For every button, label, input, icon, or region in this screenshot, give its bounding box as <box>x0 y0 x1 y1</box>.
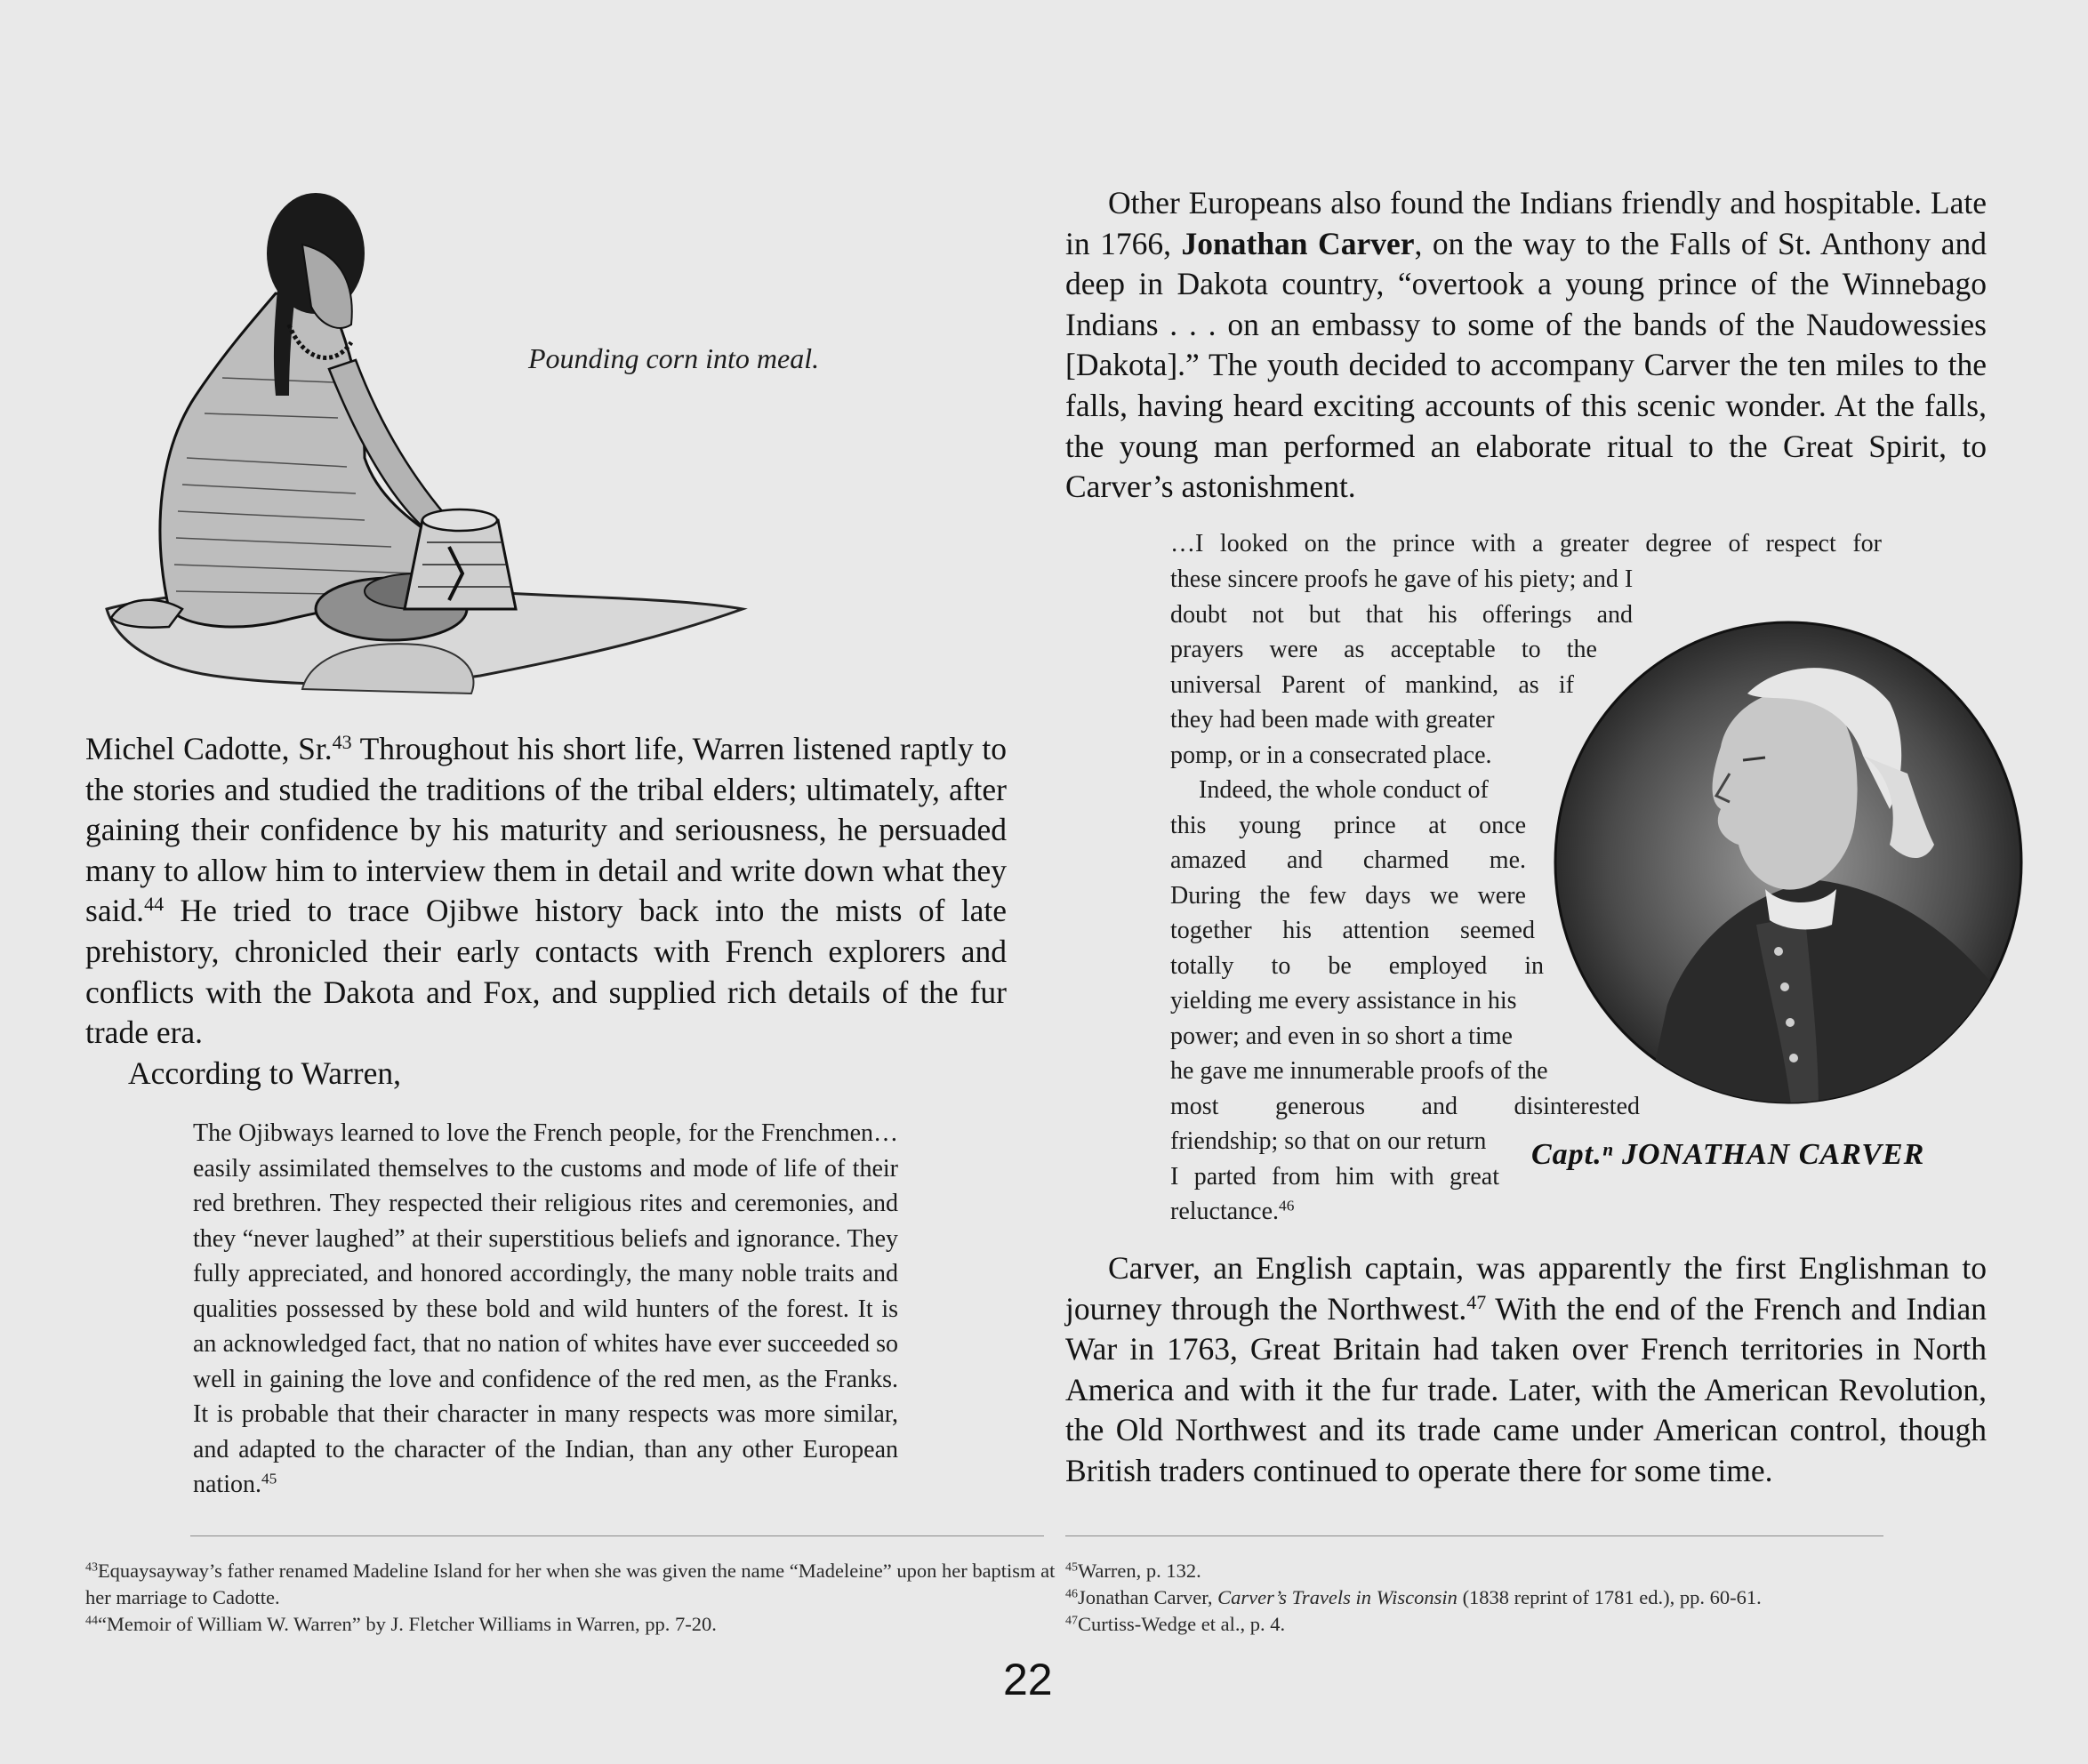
footnote-number: 45 <box>1065 1560 1078 1575</box>
footnote <box>85 1558 1064 1611</box>
footnote-text: Jonathan Carver, <box>1077 1586 1218 1608</box>
carver-quote-line: amazed and charmed me. <box>1170 846 1526 874</box>
footnotes-left <box>85 1558 1064 1638</box>
carver-quote-line: I parted from him with great <box>1170 1163 1499 1191</box>
text-run: , on the way to the Falls of St. Anthony and deep in Dakota country, “overtook a young prince of the Winnebago Indians . . . on an embassy to some of the bands of the Naudowessies [Dakota].” The youth decided to accompany Carver the ten miles to the falls, having heard exciting accounts of this scenic wonder. At the falls, the young man performed an elaborate ritual to the Great Spirit, to Carver’s astonishment. <box>1065 225 1987 505</box>
carver-quote-line: Indeed, the whole conduct of <box>1199 776 1489 804</box>
corn-pounding-illustration <box>98 191 756 702</box>
right-top-paragraph <box>1065 183 1987 508</box>
carver-quote-line: power; and even in so short a time <box>1170 1022 1513 1050</box>
left-paragraph-2: According to Warren, <box>128 1054 402 1091</box>
carver-quote-line: most generous and disinterested <box>1170 1093 1640 1120</box>
text-run: Throughout his short life, Warren listened raptly to the stories and studied the traditions of the tribal elders; ultimately, after gaining their confidence by his maturity and seriousness, he persuaded many to allow him to interview them in detail and write down what they said. <box>85 731 1007 929</box>
footnote-number: 47 <box>1065 1614 1078 1628</box>
left-body-text <box>85 729 1007 1094</box>
quote-text: reluctance. <box>1170 1198 1280 1225</box>
carver-quote-line: yielding me every assistance in his <box>1170 987 1517 1014</box>
carver-quote-line: these sincere proofs he gave of his piety; and I <box>1170 565 1634 593</box>
footnote-ref: 44 <box>144 893 165 916</box>
carver-quote-line: universal Parent of mankind, as if <box>1170 671 1574 699</box>
footnote-text: Equaysayway’s father renamed Madeline Island for her when she was given the name “Madeleine” upon her baptism at her marriage to Cadotte. <box>85 1560 1056 1608</box>
carver-quote-line: friendship; so that on our return <box>1170 1127 1487 1155</box>
text-run: Michel Cadotte, Sr. <box>85 731 333 766</box>
book-title: Carver’s Travels in Wisconsin <box>1217 1586 1458 1608</box>
warren-block-quote <box>193 1116 898 1503</box>
carver-quote-line: totally to be employed in <box>1170 952 1544 980</box>
footnote-ref: 47 <box>1466 1290 1487 1313</box>
carver-quote-line: prayers were as acceptable to the <box>1170 636 1597 663</box>
footnote-ref: 46 <box>1279 1197 1295 1215</box>
footnote-ref: 43 <box>332 730 352 753</box>
footnote-number: 44 <box>85 1614 98 1628</box>
carver-quote-line: they had been made with greater <box>1170 706 1495 734</box>
carver-quote-line: doubt not but that his offerings and <box>1170 601 1633 629</box>
page-number: 22 <box>1003 1655 1053 1704</box>
footnote-text: “Memoir of William W. Warren” by J. Fletcher Williams in Warren, pp. 7-20. <box>97 1613 717 1635</box>
right-bottom-paragraph <box>1065 1248 1987 1492</box>
carver-quote-line: During the few days we were <box>1170 882 1526 910</box>
footnote <box>1065 1558 2044 1584</box>
footnote-ref: 45 <box>261 1470 277 1487</box>
text-run: He tried to trace Ojibwe history back into the mists of late prehistory, chronicled their early contacts with French explorers and conflicts with the Dakota and Fox, and supplied rich details of the fur trade era. <box>85 893 1007 1051</box>
footnotes-right <box>1065 1558 2044 1638</box>
text-run: Carver, an English captain, was apparently the first Englishman to journey through the Northwest. <box>1065 1250 1987 1327</box>
quote-text: The Ojibways learned to love the French people, for the Frenchmen…easily assimilated themselves to the customs and mode of life of their red brethren. They respected their religious rites and ceremonies, and they “never laughed” at their superstitious beliefs and ignorance. They fully appreciated, and honored accordingly, the many noble traits and qualities possessed by these bold and wild hunters of the forest. It is an acknowledged fact, that no nation of whites have ever succeeded so well in gaining the love and confidence of the red men, as the Franks. It is probable that their character in many respects was more similar, and adapted to the character of the Indian, than any other European nation. <box>193 1119 898 1498</box>
bold-name: Jonathan Carver <box>1181 225 1415 261</box>
carver-quote-line: …I looked on the prince with a greater degree of respect for <box>1170 530 1882 557</box>
footnote-text: Warren, p. 132. <box>1077 1560 1201 1582</box>
footnote-text: Curtiss-Wedge et al., p. 4. <box>1077 1613 1286 1635</box>
footnote-number: 46 <box>1065 1587 1078 1601</box>
text-run: Other Europeans also found the Indians friendly and hospitable. Late in 1766, <box>1065 185 1987 261</box>
illustration-caption: Pounding corn into meal. <box>528 342 820 374</box>
carver-quote-line: this young prince at once <box>1170 812 1526 839</box>
portrait-caption: Capt.ⁿ JONATHAN CARVER <box>1531 1138 1925 1171</box>
carver-quote-line: pomp, or in a consecrated place. <box>1170 742 1492 769</box>
footnote-divider <box>190 1535 1044 1536</box>
jonathan-carver-portrait <box>1552 596 2025 1116</box>
footnote-divider <box>1065 1535 1883 1536</box>
carver-quote-line <box>1170 1194 1348 1230</box>
footnote <box>85 1611 1064 1638</box>
carver-quote-line: he gave me innumerable proofs of the <box>1170 1057 1548 1085</box>
footnote-text: (1838 reprint of 1781 ed.), pp. 60-61. <box>1457 1586 1762 1608</box>
footnote <box>1065 1611 2044 1638</box>
footnote-number: 43 <box>85 1560 98 1575</box>
carver-quote-line: together his attention seemed <box>1170 917 1535 944</box>
text-run: With the end of the French and Indian War in 1763, Great Britain had taken over French territories in North America and with it the fur trade. Later, with the American Revolution, the Old Northwest and its trade came under American control, though British traders continued to operate there for some time. <box>1065 1290 1988 1488</box>
left-paragraph-1 <box>85 729 1007 1054</box>
footnote <box>1065 1584 2044 1611</box>
